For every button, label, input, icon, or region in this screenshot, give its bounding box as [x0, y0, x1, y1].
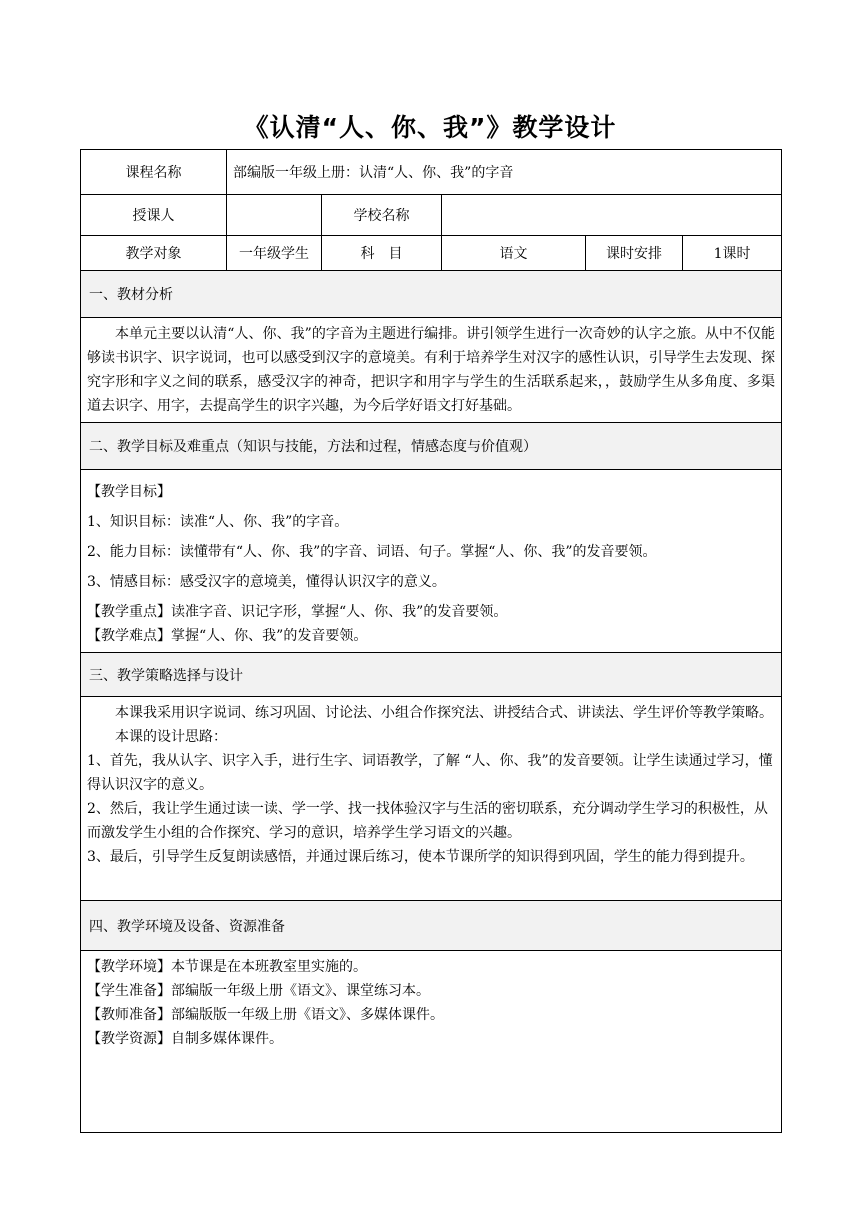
- section3-heading-row: [81, 653, 782, 697]
- section2-heading: [81, 423, 782, 470]
- resources-line: [87, 1027, 775, 1051]
- env-text: 本节课是在本班教室里实施的。: [171, 959, 367, 975]
- page-title: 《认清“人、你、我”》教学设计: [243, 113, 617, 142]
- course-name-row: [81, 150, 782, 195]
- course-name-value: 部编版一年级上册：认清“人、你、我”的字音: [227, 150, 782, 195]
- section1-heading-row: [81, 271, 782, 318]
- env-line: [87, 955, 775, 979]
- goals-label: 【教学目标】: [87, 484, 171, 500]
- section4-body: [81, 951, 782, 1133]
- teacher-value[interactable]: [227, 195, 322, 236]
- section2-body: [81, 470, 782, 653]
- difficult-points: [87, 624, 775, 648]
- course-name-label: 课程名称: [81, 150, 227, 195]
- key-points-text: 读准字音、识记字形，掌握“人、你、我”的发音要领。: [171, 604, 508, 620]
- section4-body-row: [81, 951, 782, 1133]
- goal-knowledge: 1、知识目标：读准“人、你、我”的字音。: [87, 514, 349, 530]
- section2-body-row: [81, 470, 782, 653]
- section1-paragraph: 本单元主要以认清“人、你、我”的字音为主题进行编排。讲引领学生进行一次奇妙的认字之旅。从中不仅能够读书识字、识字说词，也可以感受到汉字的意境美。有利于培养学生对汉字的感性认识，引导学生去发现、探究字形和字义之间的联系，感受汉字的神奇，把识字和用字与学生的生活联系起来，，鼓励学生从多角度、多渠道去识字、用字，去提高学生的识字兴趣，为今后学好语文打好基础。: [87, 326, 776, 414]
- school-value[interactable]: [442, 195, 782, 236]
- design-step-2: 2、然后，我让学生通过读一读、学一学、找一找体验汉字与生活的密切联系，充分调动学生学习的积极性，从而激发学生小组的合作探究、学习的意识，培养学生学习语文的兴趣。: [87, 801, 768, 841]
- section3-body: [81, 697, 782, 901]
- difficult-points-text: 掌握“人、你、我”的发音要领。: [171, 628, 368, 644]
- section4-heading-text: 四、教学环境及设备、资源准备: [89, 918, 285, 935]
- difficult-points-label: 【教学难点】: [87, 628, 171, 644]
- schedule-value: 1课时: [683, 236, 782, 271]
- section1-body: [81, 318, 782, 423]
- strategy-intro: 本课我采用识字说词、练习巩固、讨论法、小组合作探究法、讲授结合式、讲读法、学生评价等教学策略。: [115, 705, 773, 721]
- section4-heading-row: [81, 901, 782, 951]
- section1-heading-text: 一、教材分析: [89, 287, 173, 303]
- section2-heading-row: [81, 423, 782, 470]
- subject-value: 语文: [442, 236, 586, 271]
- lesson-plan-table: [80, 149, 782, 1133]
- env-label: 【教学环境】: [87, 959, 171, 975]
- audience-label: 教学对象: [81, 236, 227, 271]
- student-prep-line: [87, 979, 775, 1003]
- design-step-1: 1、首先，我从认字、识字入手，进行生字、词语教学，了解 “人、你、我”的发音要领。让学生读通过学习，懂得认识汉字的意义。: [87, 753, 773, 793]
- teacher-prep-label: 【教师准备】: [87, 1007, 171, 1023]
- design-step-3: 3、最后，引导学生反复朗读感悟，并通过课后练习，使本节课所学的知识得到巩固，学生的能力得到提升。: [87, 849, 754, 865]
- audience-row: [81, 236, 782, 271]
- student-prep-text: 部编版一年级上册《语文》、课堂练习本。: [171, 983, 430, 999]
- teacher-prep-line: [87, 1003, 775, 1027]
- goal-ability: 2、能力目标：读懂带有“人、你、我”的字音、词语、句子。掌握“人、你、我”的发音要领。: [87, 544, 657, 560]
- key-points: [87, 600, 775, 624]
- resources-text: 自制多媒体课件。: [171, 1031, 283, 1047]
- teacher-prep-text: 部编版版一年级上册《语文》、多媒体课件。: [171, 1007, 444, 1023]
- schedule-label: 课时安排: [586, 236, 683, 271]
- section4-heading: [81, 901, 782, 951]
- key-points-label: 【教学重点】: [87, 604, 171, 620]
- section1-body-row: [81, 318, 782, 423]
- design-idea-label: 本课的设计思路：: [115, 729, 227, 745]
- goal-emotion: 3、情感目标：感受汉字的意境美，懂得认识汉字的意义。: [87, 574, 446, 590]
- section2-heading-text: 二、教学目标及难重点（知识与技能，方法和过程，情感态度与价值观）: [89, 439, 537, 455]
- teacher-row: [81, 195, 782, 236]
- section3-heading: [81, 653, 782, 697]
- audience-value: 一年级学生: [227, 236, 322, 271]
- section1-heading: [81, 271, 782, 318]
- teacher-label: 授课人: [81, 195, 227, 236]
- school-label: 学校名称: [322, 195, 442, 236]
- section3-body-row: [81, 697, 782, 901]
- student-prep-label: 【学生准备】: [87, 983, 171, 999]
- section3-heading-text: 三、教学策略选择与设计: [89, 667, 243, 684]
- subject-label: 科 目: [322, 236, 442, 271]
- resources-label: 【教学资源】: [87, 1031, 171, 1047]
